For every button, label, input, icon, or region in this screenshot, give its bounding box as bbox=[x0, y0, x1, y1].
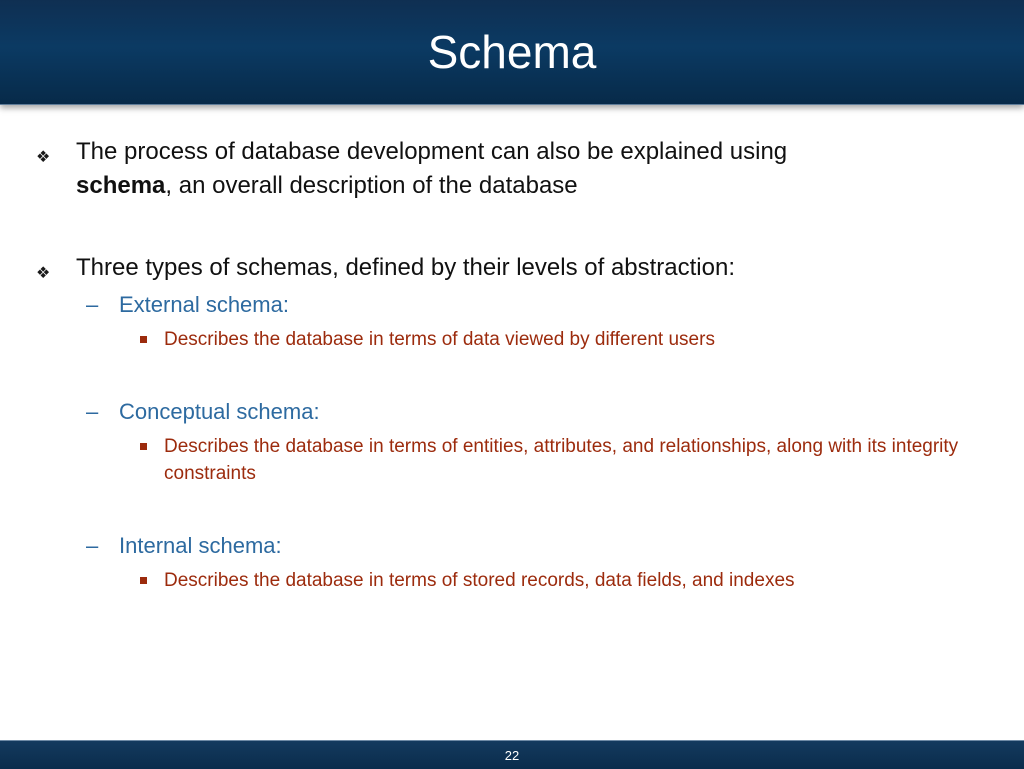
dash-bullet-icon: – bbox=[86, 533, 99, 558]
sub-bullet-label: Conceptual schema: bbox=[119, 399, 320, 424]
square-bullet-icon bbox=[140, 336, 147, 343]
bullet-text: Three types of schemas, defined by their levels of abstraction: bbox=[76, 254, 736, 281]
slide-title: Schema bbox=[427, 26, 597, 78]
sub-bullet-detail: Describes the database in terms of stored records, data fields, and indexes bbox=[164, 570, 795, 591]
bullet-text bbox=[76, 135, 976, 203]
square-bullet-icon bbox=[140, 443, 147, 450]
sub-bullet-detail: Describes the database in terms of entities, attributes, and relationships, along with its integrity constraints bbox=[164, 436, 959, 484]
bold-term: schema bbox=[76, 172, 166, 199]
bullet-text-part: , an overall description of the database bbox=[165, 172, 578, 199]
page-number: 22 bbox=[504, 748, 520, 763]
square-bullet-icon bbox=[140, 577, 147, 584]
diamond-bullet-icon: ❖ bbox=[36, 263, 51, 282]
sub-bullet-label: Internal schema: bbox=[119, 533, 282, 558]
bullet-text-part: The process of database development can also be explained using bbox=[76, 138, 788, 165]
diamond-bullet-icon: ❖ bbox=[36, 147, 51, 166]
dash-bullet-icon: – bbox=[86, 292, 99, 317]
sub-bullet-label: External schema: bbox=[119, 292, 289, 317]
sub-bullet-detail: Describes the database in terms of data viewed by different users bbox=[164, 329, 715, 350]
dash-bullet-icon: – bbox=[86, 399, 99, 424]
